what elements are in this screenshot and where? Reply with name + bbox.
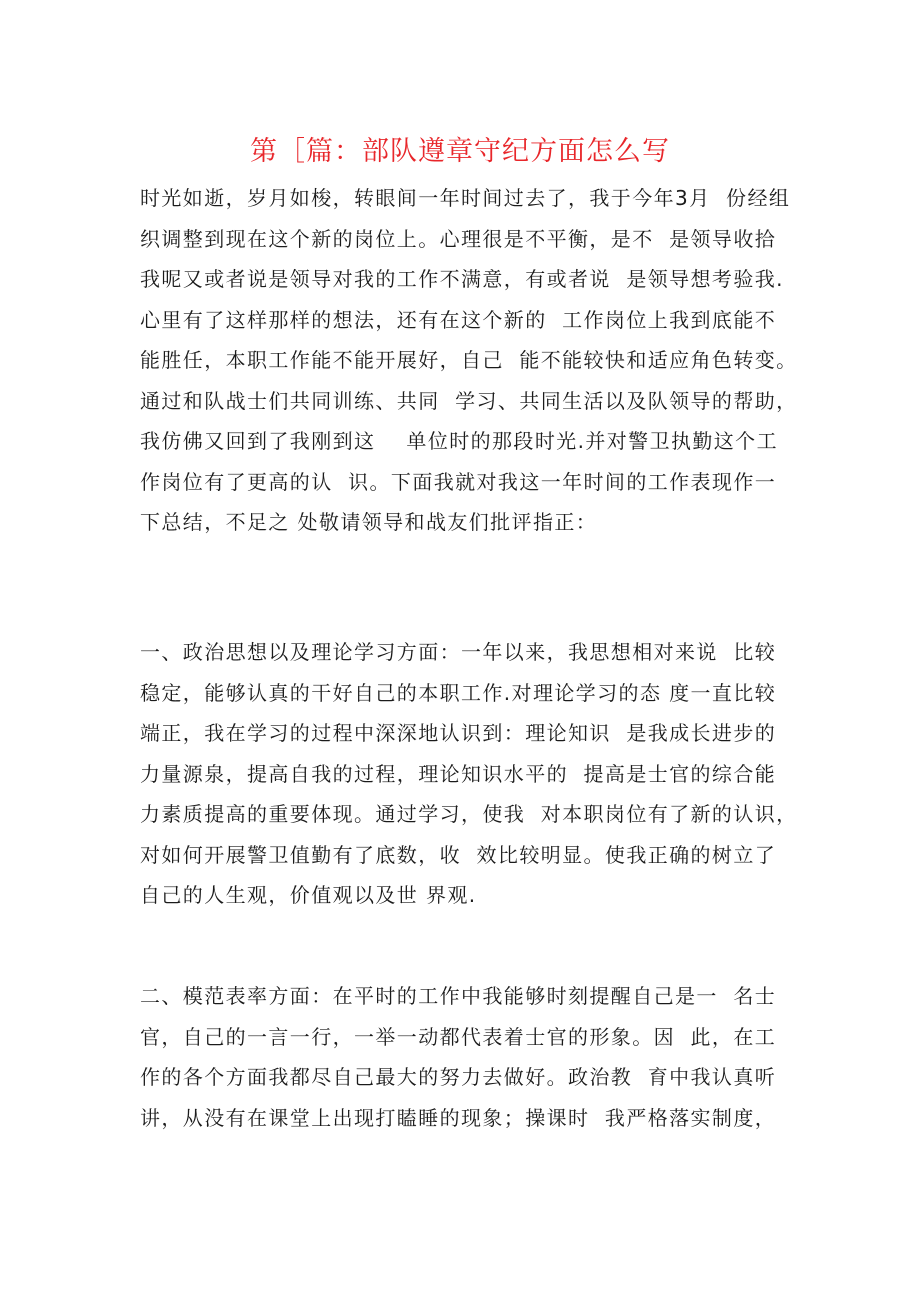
text-line: 讲，从没有在课堂上出现打瞌睡的现象；操课时 我严格落实制度， (140, 1105, 777, 1130)
text-line: 对如何开展警卫值勤有了底数，收 效比较明显。使我正确的树立了 (140, 842, 777, 867)
text-line: 作的各个方面我都尽自己最大的努力去做好。政治教 育中我认真听 (140, 1065, 777, 1089)
text-line: 力量源泉，提高自我的过程，理论知识水平的 提高是士官的综合能 (140, 761, 777, 786)
text-line: 我仿佛又回到了我刚到这 单位时的那段时光.并对警卫执勤这个工 (140, 429, 778, 453)
paragraph-role-model (140, 976, 800, 1138)
text-line: 心里有了这样那样的想法，还有在这个新的 工作岗位上我到底能不 (140, 307, 777, 332)
document-title: 第［篇：部队遵章守纪方面怎么写 (250, 136, 670, 167)
text-line: 稳定，能够认真的干好自己的本职工作.对理论学习的态 度一直比较 (140, 680, 777, 705)
text-line: 力素质提高的重要体现。通过学习，使我 对本职岗位有了新的认识， (140, 802, 798, 826)
text-line: 作岗位有了更高的认 识。下面我就对我这一年时间的工作表现作一 (140, 469, 777, 494)
text-line: 端正，我在学习的过程中深深地认识到：理论知识 是我成长进步的 (140, 721, 777, 745)
text-line: 时光如逝，岁月如梭，转眼间一年时间过去了，我于今年3月 份经组 (140, 186, 791, 210)
text-line: 我呢又或者说是领导对我的工作不满意，有或者说 是领导想考验我. (140, 267, 784, 291)
text-line: 织调整到现在这个新的岗位上。心理很是不平衡，是不 是领导收拾 (140, 226, 777, 251)
text-line: 通过和队战士们共同训练、共同 学习、共同生活以及队领导的帮助， (140, 388, 798, 413)
text-line: 一、政治思想以及理论学习方面：一年以来，我思想相对来说 比较 (140, 640, 777, 664)
text-line: 下总结，不足之 处敬请领导和战友们批评指正： (140, 510, 598, 534)
text-line: 自己的人生观，价值观以及世 界观. (140, 883, 477, 907)
text-line: 能胜任，本职工作能不能开展好，自己 能不能较快和适应角色转变。 (140, 348, 798, 372)
text-line: 二、模范表率方面：在平时的工作中我能够时刻提醒自己是一 名士 (140, 984, 777, 1008)
text-line: 官，自己的一言一行，一举一动都代表着士官的形象。因 此，在工 (140, 1024, 777, 1049)
paragraph-intro (140, 178, 800, 543)
paragraph-political-study (140, 632, 800, 916)
